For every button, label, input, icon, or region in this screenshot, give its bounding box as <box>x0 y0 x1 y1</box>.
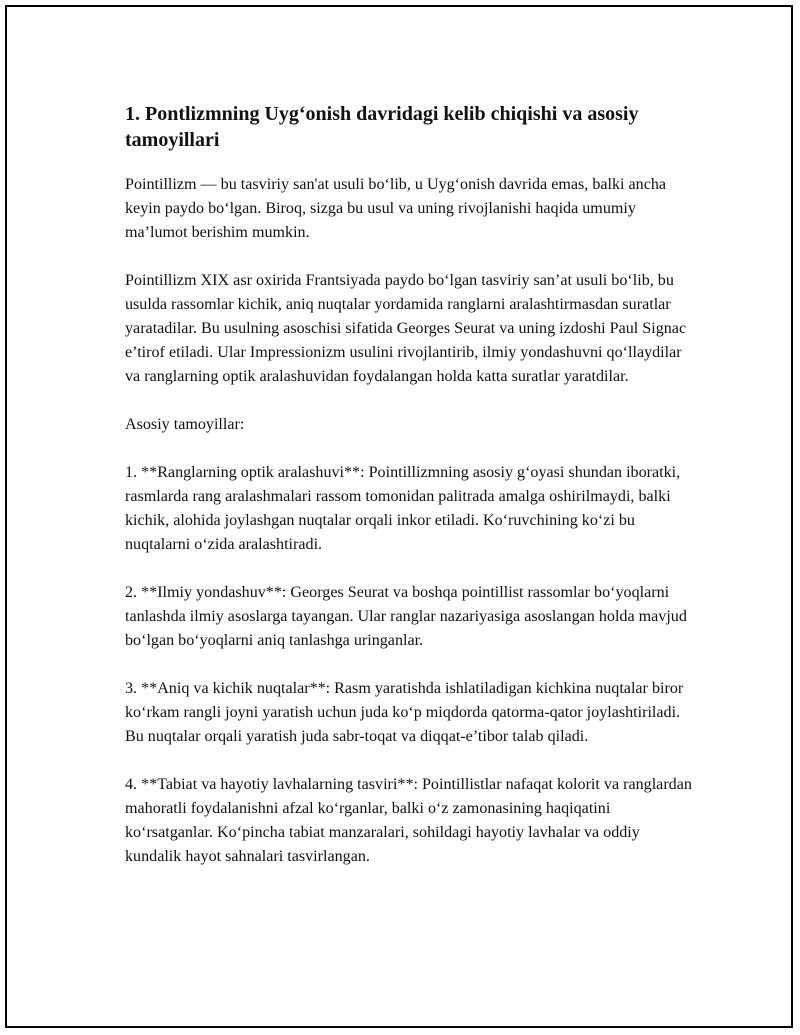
paragraph-principle-3: 3. **Aniq va kichik nuqtalar**: Rasm yaratishda ishlatiladigan kichkina nuqtalar biror ko‘rkam rangli joyni yaratish uchun juda ko‘p miqdorda qatorma-qator joylashtiriladi. Bu nuqtalar orqali yaratish juda sabr-toqat va diqqat-e’tibor talab qiladi. <box>125 680 684 745</box>
paragraph-history: Pointillizm XIX asr oxirida Frantsiyada paydo bo‘lgan tasviriy san’at usuli bo‘lib, bu usulda rassomlar kichik, aniq nuqtalar yordamida ranglarni aralashtirmasdan suratlar yaratadilar. Bu usulning asoschisi sifatida Georges Seurat va uning izdoshi Paul Signac e’tirof etiladi. Ular Impressionizm usulini rivojlantirib, ilmiy yondashuvni qo‘llaydilar va ranglarning optik aralashuvidan foydalangan holda katta suratlar yaratdilar. <box>125 272 687 385</box>
paragraph-intro: Pointillizm — bu tasviriy san'at usuli bo‘lib, u Uyg‘onish davrida emas, balki ancha keyin paydo bo‘lgan. Biroq, sizga bu usul va uning rivojlanishi haqida umumiy ma’lumot berishim mumkin. <box>125 176 667 241</box>
document-body <box>125 101 695 893</box>
paragraph-principles-heading: Asosiy tamoyillar: <box>125 416 245 433</box>
paragraph-principle-1: 1. **Ranglarning optik aralashuvi**: Pointillizmning asosiy g‘oyasi shundan iboratki, rasmlarda rang aralashmalari rassom tomonidan palitrada amalga oshirilmaydi, balki kichik, alohida joylashgan nuqtalar orqali inkor etiladi. Ko‘ruvchining ko‘zi bu nuqtalarni o‘zida aralashtiradi. <box>125 464 681 553</box>
paragraph-principle-4: 4. **Tabiat va hayotiy lavhalarning tasviri**: Pointillistlar nafaqat kolorit va ranglardan mahoratli foydalanishni afzal ko‘rganlar, balki o‘z zamonasining haqiqatini ko‘rsatganlar. Ko‘pincha tabiat manzaralari, sohildagi hayotiy lavhalar va oddiy kundalik hayot sahnalari tasvirlangan. <box>125 776 692 865</box>
page-frame <box>5 5 793 1028</box>
document-title: 1. Pontlizmning Uyg‘onish davridagi kelib chiqishi va asosiy tamoyillari <box>125 103 639 151</box>
paragraph-principle-2: 2. **Ilmiy yondashuv**: Georges Seurat va boshqa pointillist rassomlar bo‘yoqlarni tanlashda ilmiy asoslarga tayangan. Ular ranglar nazariyasiga asoslangan holda mavjud bo‘lgan bo‘yoqlarni aniq tanlashga uringanlar. <box>125 584 687 649</box>
